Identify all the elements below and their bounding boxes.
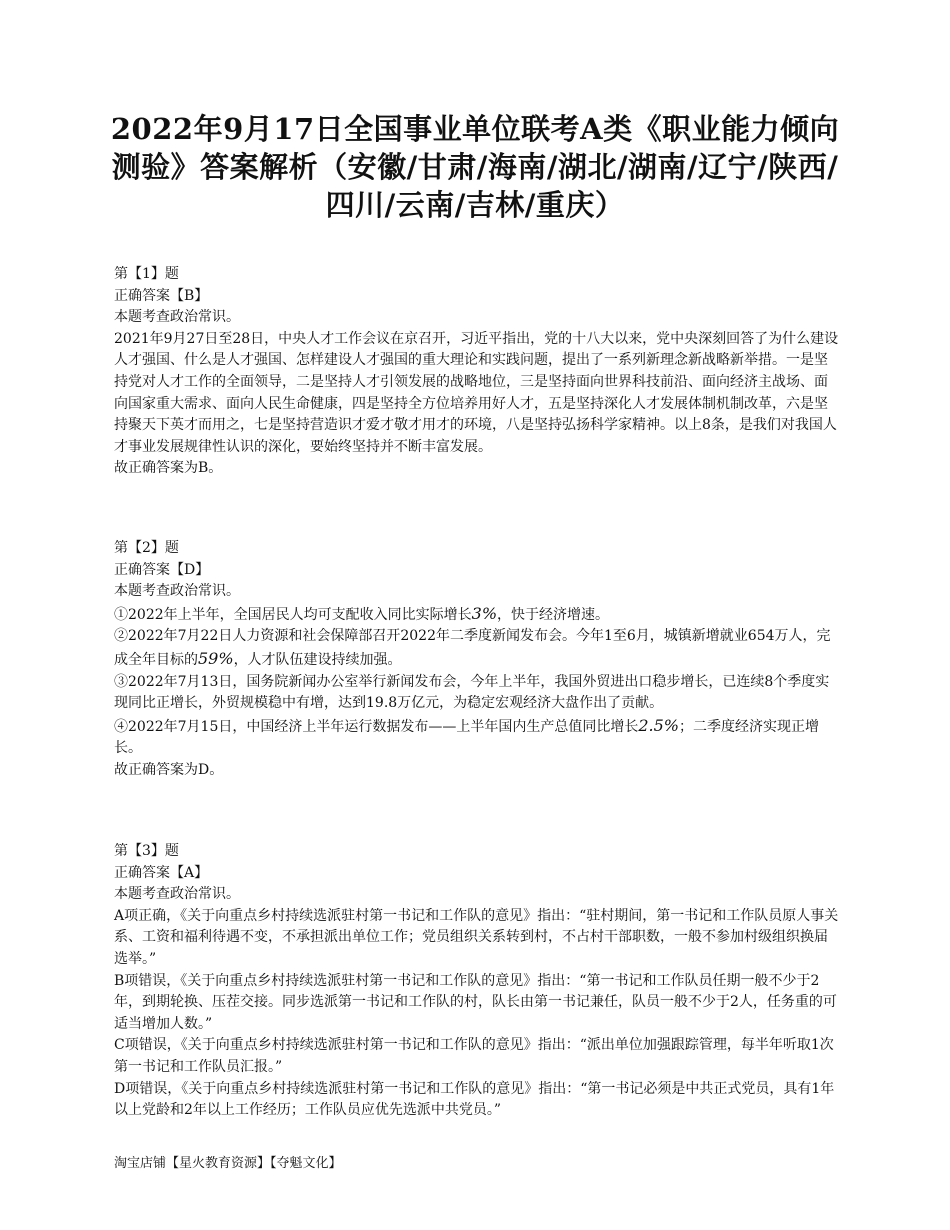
percent-value: 59%: [198, 648, 234, 668]
topic-line: 本题考查政治常识。: [114, 583, 240, 600]
correct-answer: 正确答案【B】: [114, 287, 209, 304]
conclusion-line: 故正确答案为D。: [114, 761, 224, 778]
option-a-analysis: A项正确，《关于向重点乡村持续选派驻村第一书记和工作队的意见》指出：“驻村期间，第一书记和工作队员原人事关系、工资和福利待遇不变，不承担派出单位工作；党员组织关系转到村，不占村干部职数，一般不参加村级组织换届选举。”: [114, 907, 839, 967]
statement-text: ①2022年上半年，全国居民人均可支配收入同比实际增长: [114, 606, 472, 623]
percent-value: 3%: [471, 603, 498, 623]
statement-text: ④2022年7月15日，中国经济上半年运行数据发布——上半年国内生产总值同比增长: [114, 718, 639, 735]
topic-line: 本题考查政治常识。: [114, 886, 240, 903]
question-heading: 第【2】题: [114, 540, 179, 556]
explanation-paragraph: 2021年9月27日至28日，中央人才工作会议在京召开，习近平指出，党的十八大以来，党中央深刻回答了为什么建设人才强国、什么是人才强国、怎样建设人才强国的重大理论和实践问题，提出了一系列新理念新战略新举措。一是坚持党对人才工作的全面领导，二是坚持人才引领发展的战略地位，三是坚持面向世界科技前沿、面向经济主战场、面向国家重大需求、面向人民生命健康，四是坚持全方位培养用好人才，五是坚持深化人才发展体制机制改革，六是坚持聚天下英才而用之，七是坚持营造识才爱才敬才用才的环境，八是坚持弘扬科学家精神。以上8条，是我们对我国人才事业发展规律性认识的深化，要始终坚持并不断丰富发展。: [114, 330, 839, 455]
question-heading: 第【1】题: [114, 266, 179, 282]
percent-value: 2.5%: [638, 715, 680, 735]
statement-4: [114, 715, 840, 760]
topic-line: 本题考查政治常识。: [114, 309, 240, 326]
statement-text: ；二季度经济实现正增长。: [114, 718, 820, 757]
statement-1: [114, 603, 840, 627]
option-d-analysis: D项错误，《关于向重点乡村持续选派驻村第一书记和工作队的意见》指出：“第一书记必须是中共正式党员，具有1年以上党龄和2年以上工作经历；工作队员应优先选派中共党员。”: [114, 1080, 835, 1119]
question-2: [114, 538, 840, 782]
option-b-analysis: B项错误，《关于向重点乡村持续选派驻村第一书记和工作队的意见》指出：“第一书记和工作队员任期一般不少于2年，到期轮换、压茬交接。同步选派第一书记和工作队的村，队长由第一书记兼任，队员一般不少于2人，任务重的可适当增加人数。”: [114, 972, 837, 1032]
correct-answer: 正确答案【A】: [114, 864, 209, 881]
question-1: [114, 264, 840, 480]
correct-answer: 正确答案【D】: [114, 561, 210, 578]
statement-text: ，快于经济增速。: [497, 606, 610, 623]
statement-text: ，人才队伍建设持续加强。: [233, 651, 402, 668]
question-3: [114, 841, 840, 1122]
statement-3: ③2022年7月13日，国务院新闻办公室举行新闻发布会，今年上半年，我国外贸进出口稳步增长，已连续8个季度实现同比正增长，外贸规模稳中有增，达到19.8万亿元，为稳定宏观经济大盘作出了贡献。: [114, 673, 830, 712]
statement-2: [114, 626, 840, 671]
conclusion-line: 故正确答案为B。: [114, 460, 223, 477]
shop-footer: 淘宝店铺【星火教育资源】【夺魁文化】: [114, 1156, 342, 1171]
statement-text: ②2022年7月22日人力资源和社会保障部召开2022年二季度新闻发布会。今年1至6月，城镇新增就业654万人，完成全年目标的: [114, 628, 831, 668]
question-heading: 第【3】题: [114, 843, 179, 859]
option-c-analysis: C项错误，《关于向重点乡村持续选派驻村第一书记和工作队的意见》指出：“派出单位加强跟踪管理，每半年听取1次第一书记和工作队员汇报。”: [114, 1037, 834, 1075]
page-title: 2022年9月17日全国事业单位联考A类《职业能力倾向测验》答案解析（安徽/甘肃/海南/湖北/湖南/辽宁/陕西/四川/云南/吉林/重庆）: [110, 112, 840, 222]
